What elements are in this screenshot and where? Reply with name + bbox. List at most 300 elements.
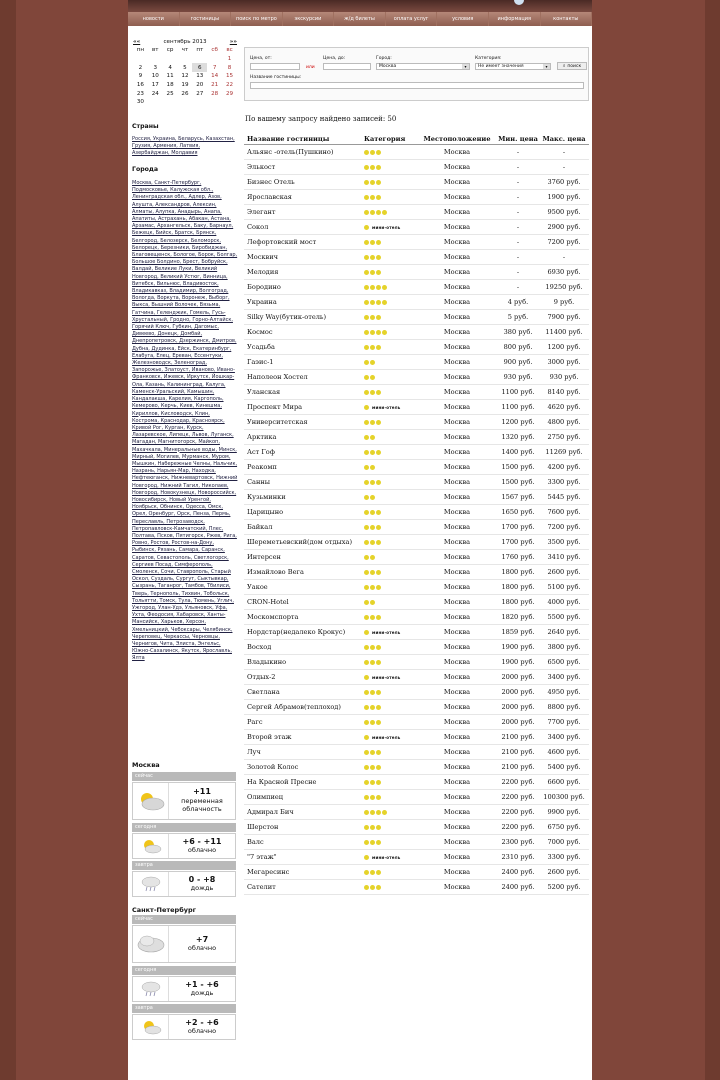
star-icon [376,870,381,875]
mini-hotel-badge: мини-отель [372,734,401,740]
star-icon [376,645,381,650]
hotel-min-price: 2300 руб. [501,838,535,846]
hotel-category [362,795,417,800]
nav-item[interactable]: контакты [541,12,593,26]
hotel-location: Москва [443,148,471,156]
hotel-name[interactable]: Царицыно [247,508,284,516]
star-icon [364,750,369,755]
calendar-day[interactable]: 26 [181,90,189,97]
calendar-day[interactable]: 4 [168,64,172,71]
hotel-min-price: 2100 руб. [501,763,535,771]
star-icon [376,525,381,530]
hotel-location: Москва [443,568,471,576]
nav-item[interactable]: информация [489,12,541,26]
hotel-max-price: 2750 руб. [547,433,581,441]
hotel-category [362,735,417,740]
calendar-day[interactable]: 29 [225,90,234,97]
hotel-location: Москва [443,358,471,366]
hotel-location: Москва [443,688,471,696]
star-icon [376,750,381,755]
hotel-name[interactable]: Усадьба [247,343,275,351]
star-icon [382,300,387,305]
star-icon [376,690,381,695]
table-row [244,475,589,490]
calendar-day[interactable]: 21 [211,82,219,89]
table-row [244,340,589,355]
nav-item[interactable]: экскурсии [283,12,335,26]
hotel-name[interactable]: Бизнес Отель [247,178,295,186]
hotel-name[interactable]: Интерсен [247,553,281,561]
star-icon [370,165,375,170]
table-row [244,355,589,370]
hotel-name[interactable]: Университетская [247,418,308,426]
star-icon [376,765,381,770]
hotel-name[interactable]: Украина [247,298,277,306]
star-icon [364,255,369,260]
hotel-max-price: 6500 руб. [547,658,581,666]
star-icon [376,210,381,215]
hotel-name[interactable]: Шереметьевский(дом отдыха) [247,538,353,546]
calendar-day[interactable]: 5 [183,64,187,71]
table-row [244,550,589,565]
hotel-location: Москва [443,463,471,471]
hotel-name-input[interactable] [250,82,584,89]
calendar-day[interactable]: 23 [136,90,144,97]
hotel-name[interactable]: Silky Way(бутик-отель) [247,313,327,321]
hotel-name[interactable]: Восход [247,643,272,651]
star-icon [370,600,375,605]
star-icon [370,330,375,335]
cities-links[interactable]: Москва, Санкт-Петербург, Подмосковье, Калужская обл., Ленинградская обл., Адлер, Азов, Алушта, Александров, Алексин, Алматы, Алупка, Анадырь, Анапа, Апатиты, Астрахань, Абакан, Астана, Арзамас, Архангельск, Баку, Барнаул, Бежецк, Бийск, Братск, Брянск, Белгород, Белозерск, Беломорск, Белорецк, Березники, Биробиджан, Благовещенск, Бологое, Борок, Болгар, Большое Болдино, Брест, Бобруйск, Валдай, Великие Луки, Великий Новгород, Великий Устюг, Винница, Витебск, Вильнюс, Владивосток, Владикавказ, Владимир, Волгоград, Вологда, Воркута, Воронеж, Выборг, Выкса, Вышний Волочек, Вязьма, Гатчина, Геленджик, Гомель, Гусь-Хрустальный, Гродно, Горно-Алтайск, Горячий Ключ, Губкин, Дагомыс, Дивеево, Донецк, Домбай, Днепропетровск, Дзержинск, Дмитров, Дубна, Дудинка, Ейск, Екатеринбург, Елабуга, Елец, Ереван, Ессентуки, Железноводск, Зеленоград, Запорожье, Златоуст, Иваново, Ивано-Франковск, Ижевск, Иркутск, Йошкар-Ола, Казань, Калининград, Калуга, Каменск-Уральский, Камышин, Кандалакша, Карелия, Каргополь, Кемерово, Керчь, Киев, Кинешма, Кириллов, Кисловодск, Клин, Кострома, Краснодар, Красноярск, Кривой Рог, Курган, Курск, Лазаревское, Липецк, Львов, Луганск, Магадан, Магнитогорск, Майкоп, Махачкала, Минеральные воды, Минск, Мирный, Могилев, Мурманск, Муром, Мышкин, Набережные Челны, Нальчик, Назрань, Нарьян-Мар, Находка, Нефтеюганск, Нижневартовск, Нижний Новгород, Нижний Тагил, Николаев, Новгород, Новокузнецк, Новороссийск, Новосибирск, Новый Уренгой, Ноябрьск, Обнинск, Одесса, Омск, Орел, Оренбург, Орск, Пенза, Пермь, Переславль, Петрозаводск, Петропавловск-Камчатский, Плес, Полтава, Псков, Пятигорск, Ржев, Рига, Ровно, Ростов, Ростов-на-Дону, Рыбинск, Рязань, Самара, Саранск, Саратов, Севастополь, Светлогорск, Сергиев Посад, Симферополь, Смоленск, Сочи, Ставрополь, Старый Оскол, Суздаль, Сургут, Сыктывкар, Сызрань, Таганрог, Тамбов, Тбилиси, Тверь, Тернополь, Тихвин, Тобольск, Тольятти, Томск, Тула, Тюмень, Углич, Ужгород, Улан-Удэ, Ульяновск, Уфа, Ухта, Феодосия, Хабаровск, Ханты-Мансийск, Харьков, Херсон, Хмельницкий, Чебоксары, Челябинск, Череповец, Черкассы, Черновцы, Чернигов, Чита, Элиста, Энгельс, Южно-Сахалинск, Якутск, Ярославль, Ялта [132,180,238,662]
table-row [244,640,589,655]
hotel-max-price: 5400 руб. [547,763,581,771]
hotel-location: Москва [443,163,471,171]
hotel-min-price: 800 руб. [503,343,533,351]
star-icon [364,690,369,695]
hotel-location: Москва [443,283,471,291]
calendar-day[interactable]: 1 [227,56,232,63]
star-icon [370,195,375,200]
hotel-name[interactable]: Измайлово Вега [247,568,304,576]
star-icon [364,600,369,605]
calendar-day [163,55,178,64]
hotel-category [362,840,417,845]
hotel-max-price: 7700 руб. [547,718,581,726]
calendar-day [192,98,207,107]
star-icon [370,510,375,515]
hotel-max-price: 7200 руб. [547,523,581,531]
category-select[interactable] [475,63,551,70]
hotel-name[interactable]: Реакомп [247,463,277,471]
hotel-name[interactable]: Светлана [247,688,280,696]
calendar-day[interactable]: 8 [227,64,232,71]
hotel-min-price: 1859 руб. [501,628,535,636]
calendar-day[interactable]: 24 [151,90,159,97]
calendar-day[interactable]: 10 [151,73,159,80]
calendar-day[interactable]: 16 [136,82,144,89]
hotel-category [362,390,417,395]
nav-item[interactable]: новости [128,12,180,26]
hotel-max-price: 6600 руб. [547,778,581,786]
hotel-max-price: 8140 руб. [547,388,581,396]
hotel-location: Москва [443,703,471,711]
star-icon [364,375,369,380]
calendar-day[interactable]: 22 [225,82,234,89]
hotel-location: Москва [443,613,471,621]
hotel-min-price: 1800 руб. [501,598,535,606]
calendar-day[interactable]: 3 [153,64,158,71]
hotel-name[interactable]: Уланская [247,388,281,396]
star-icon [376,285,381,290]
hotel-name[interactable]: Золотой Колос [247,763,299,771]
star-icon [376,585,381,590]
hotel-name[interactable]: CRON-Hotel [247,598,289,606]
column-header-min-price[interactable]: Мин. цена [498,134,538,143]
nav-item[interactable]: гостиницы [180,12,232,26]
weather-desc: дождь [190,989,214,997]
table-row [244,385,589,400]
category-label: Категория: [475,56,502,61]
calendar-month: сентябрь 2013 [163,39,207,45]
hotel-min-price: 1650 руб. [501,508,535,516]
cities-heading: Города [132,166,159,173]
table-row [244,415,589,430]
hotel-max-price: 19250 руб. [545,283,583,291]
weather-period: сегодня [132,966,236,975]
calendar-day[interactable]: 12 [181,73,189,80]
hotel-location: Москва [443,403,471,411]
weather-desc: облачно [187,1027,217,1035]
category-select-value: Не имеет значения [478,64,524,69]
hotel-min-price: 1700 руб. [501,523,535,531]
calendar-day[interactable]: 30 [136,99,144,106]
hotel-min-price: 380 руб. [503,328,533,336]
weather-text [169,1019,235,1036]
price-from-input[interactable] [250,63,300,70]
star-icon [364,525,369,530]
star-icon [376,330,381,335]
hotel-min-price: 2100 руб. [501,733,535,741]
star-icon [382,210,387,215]
table-row [244,880,589,895]
weather-city: Москва [132,761,160,769]
city-select[interactable] [376,63,470,70]
hotel-category [362,720,417,725]
star-icon [370,765,375,770]
hotel-name[interactable]: Элькост [247,163,276,171]
hotel-name[interactable]: Москомспорта [247,613,299,621]
star-icon [364,780,369,785]
hotel-name[interactable]: Наполеон Хостел [247,373,308,381]
hotel-min-price: 4 руб. [507,298,529,306]
calendar-day[interactable]: 9 [138,73,143,80]
star-icon [364,855,369,860]
calendar-weekday: сб [211,47,218,54]
column-header-category[interactable]: Категория [364,134,406,143]
calendar-week [133,72,237,81]
hotel-name[interactable]: Аст Гоф [247,448,275,456]
star-icon [364,765,369,770]
hotel-category [362,675,417,680]
weather-card [132,833,236,859]
countries-links[interactable]: Россия, Украина, Беларусь, Казахстан, Грузия, Армения, Латвия, Азербайджан, Молдавия [132,136,235,157]
star-icon [376,810,381,815]
hotel-category [362,345,417,350]
star-icon [376,510,381,515]
hotel-min-price: 2000 руб. [501,718,535,726]
weather-card [132,1014,236,1040]
hotel-name[interactable]: Отдых-2 [247,673,276,681]
star-icon [370,660,375,665]
star-icon [376,840,381,845]
hotel-name[interactable]: Сателит [247,883,276,891]
star-icon [370,420,375,425]
star-icon [364,450,369,455]
hotel-category [362,825,417,830]
hotel-name[interactable]: Космос [247,328,273,336]
calendar-day[interactable]: 19 [181,82,189,89]
hotel-location: Москва [443,598,471,606]
weather-temp: +2 - +6 [185,1017,219,1027]
hotel-name[interactable]: Мелодия [247,268,279,276]
weather-desc: облачно [187,944,217,952]
table-row [244,310,589,325]
star-icon [364,360,369,365]
star-icon [370,255,375,260]
hotel-min-price: 2000 руб. [501,688,535,696]
calendar-day[interactable]: 27 [196,90,204,97]
hotel-name[interactable]: Байкал [247,523,273,531]
nav-item[interactable]: оплата услуг [386,12,438,26]
hotel-min-price: 1800 руб. [501,583,535,591]
calendar-prev-link[interactable]: «« [133,39,141,45]
star-icon [370,870,375,875]
hotel-category [362,465,417,470]
hotel-name[interactable]: Нордстар(недалеко Крокус) [247,628,346,636]
calendar-day[interactable]: 17 [151,82,159,89]
star-icon [364,825,369,830]
calendar-day[interactable]: 2 [138,64,143,71]
or-label: или [306,65,315,70]
table-row [244,220,589,235]
hotel-min-price: 1200 руб. [501,418,535,426]
hotel-max-price: 6750 руб. [547,823,581,831]
hotel-name[interactable]: Ярославская [247,193,292,201]
star-icon [370,450,375,455]
hotel-name[interactable]: "7 этаж" [247,853,277,861]
search-icon: ⌕ [562,64,566,69]
rain-cloud-icon [133,872,169,896]
hotel-min-price: - [516,193,520,201]
hotel-min-price: 1900 руб. [501,643,535,651]
calendar-next-link[interactable]: »» [229,39,237,45]
hotel-location: Москва [443,193,471,201]
hotel-name[interactable]: Шерстон [247,823,279,831]
hotel-name[interactable]: Бородино [247,283,281,291]
table-row [244,760,589,775]
star-icon [364,795,369,800]
hotel-name[interactable]: На Красной Пресне [247,778,317,786]
nav-item[interactable]: условия [437,12,489,26]
hotel-min-price: 2200 руб. [501,808,535,816]
hotel-category [362,495,417,500]
weather-text [169,838,235,855]
hotel-name[interactable]: Москвич [247,253,279,261]
hotel-category [362,615,417,620]
hotel-name[interactable]: Мегаресинс [247,868,290,876]
hotel-category [362,705,417,710]
hotel-max-price: 7900 руб. [547,313,581,321]
hotel-min-price: 2200 руб. [501,778,535,786]
table-row [244,370,589,385]
star-icon [364,555,369,560]
hotel-category [362,525,417,530]
calendar-grid [133,46,237,107]
sun-cloud-icon [133,1015,169,1039]
star-icon [376,390,381,395]
star-icon [376,615,381,620]
hotel-min-price: 1567 руб. [501,493,535,501]
table-row [244,670,589,685]
star-icon [370,150,375,155]
hotel-name[interactable]: Уакое [247,583,268,591]
calendar-day[interactable]: 11 [166,73,174,80]
hotel-max-price: - [562,253,566,261]
hotel-max-price: 2900 руб. [547,223,581,231]
hotel-min-price: - [516,238,520,246]
search-button[interactable] [557,62,587,70]
hotel-min-price: 2000 руб. [501,703,535,711]
hotel-location: Москва [443,718,471,726]
hotel-location: Москва [443,523,471,531]
calendar [133,38,237,107]
star-icon [370,885,375,890]
calendar-day[interactable]: 28 [211,90,219,97]
table-row [244,490,589,505]
hotel-name[interactable]: Лефортовский мост [247,238,317,246]
table-row [244,790,589,805]
hotel-max-price: 2600 руб. [547,868,581,876]
hotel-category [362,435,417,440]
hotel-name[interactable]: Второй этаж [247,733,292,741]
nav-item[interactable]: поиск по метро [231,12,283,26]
hotel-max-price: 4000 руб. [547,598,581,606]
calendar-day[interactable]: 6 [192,63,207,72]
price-to-input[interactable] [323,63,371,70]
star-icon [370,390,375,395]
hotel-name[interactable]: Арктика [247,433,277,441]
calendar-day[interactable]: 7 [212,64,217,71]
table-row [244,820,589,835]
hotel-name[interactable]: Проспект Мира [247,403,303,411]
hotel-name[interactable]: Олимпиец [247,793,284,801]
hotel-name[interactable]: Рагс [247,718,263,726]
calendar-week [133,98,237,107]
hotel-min-price: 2200 руб. [501,793,535,801]
table-row [244,700,589,715]
hotel-min-price: 1500 руб. [501,478,535,486]
table-row [244,175,589,190]
hotel-name[interactable]: Санны [247,478,271,486]
table-row [244,250,589,265]
star-icon [370,375,375,380]
hotel-location: Москва [443,643,471,651]
star-icon [364,345,369,350]
column-header-max-price[interactable]: Макс. цена [542,134,586,143]
hotel-min-price: 1320 руб. [501,433,535,441]
nav-item[interactable]: ж/д билеты [334,12,386,26]
star-icon [364,660,369,665]
star-icon [364,420,369,425]
hotel-name[interactable]: Сергей Абрамов(теплоход) [247,703,341,711]
hotel-location: Москва [443,178,471,186]
calendar-day [178,55,193,64]
calendar-day[interactable]: 15 [225,73,234,80]
weather-temp: 0 - +8 [188,874,216,884]
banner-image [514,0,524,5]
hotel-location: Москва [443,673,471,681]
star-icon [364,510,369,515]
hotel-category [362,750,417,755]
calendar-day [178,98,193,107]
star-icon [376,885,381,890]
calendar-day[interactable]: 25 [166,90,174,97]
calendar-day[interactable]: 18 [166,82,174,89]
hotel-max-price: 1200 руб. [547,343,581,351]
hotel-category [362,510,417,515]
hotel-name[interactable]: Валс [247,838,264,846]
hotel-name[interactable]: Луч [247,748,261,756]
star-icon [364,540,369,545]
hotel-table [244,133,589,895]
star-icon [376,255,381,260]
star-icon [376,480,381,485]
star-icon [364,705,369,710]
star-icon [370,585,375,590]
column-header-location[interactable]: Местоположение [423,134,491,143]
hotel-min-price: 1800 руб. [501,568,535,576]
calendar-day[interactable]: 14 [211,73,219,80]
calendar-day[interactable]: 13 [196,73,204,80]
hotel-name[interactable]: Элегант [247,208,276,216]
star-icon [370,705,375,710]
calendar-day[interactable]: 20 [196,82,204,89]
hotel-location: Москва [443,868,471,876]
hotel-max-price: 11400 руб. [545,328,583,336]
star-icon [364,840,369,845]
hotel-location: Москва [443,538,471,546]
hotel-name[interactable]: Альянс -отель(Пушкино) [247,148,334,156]
calendar-weekday: пн [136,47,145,54]
table-row [244,595,589,610]
hotel-name[interactable]: Адмирал Бич [247,808,294,816]
weather-card [132,925,236,963]
hotel-min-price: 1760 руб. [501,553,535,561]
star-icon [370,360,375,365]
hotel-name[interactable]: Гаэис-1 [247,358,274,366]
weather-card [132,871,236,897]
star-icon [376,705,381,710]
hotel-location: Москва [443,253,471,261]
weather-desc: переменная [181,796,223,805]
star-icon [376,345,381,350]
hotel-name[interactable]: Кузьминки [247,493,286,501]
sun-cloud-icon [133,834,169,858]
column-header-name[interactable]: Название гостиницы [247,134,330,143]
hotel-name[interactable]: Владыкино [247,658,287,666]
star-icon [370,300,375,305]
hotel-name[interactable]: Сокол [247,223,269,231]
